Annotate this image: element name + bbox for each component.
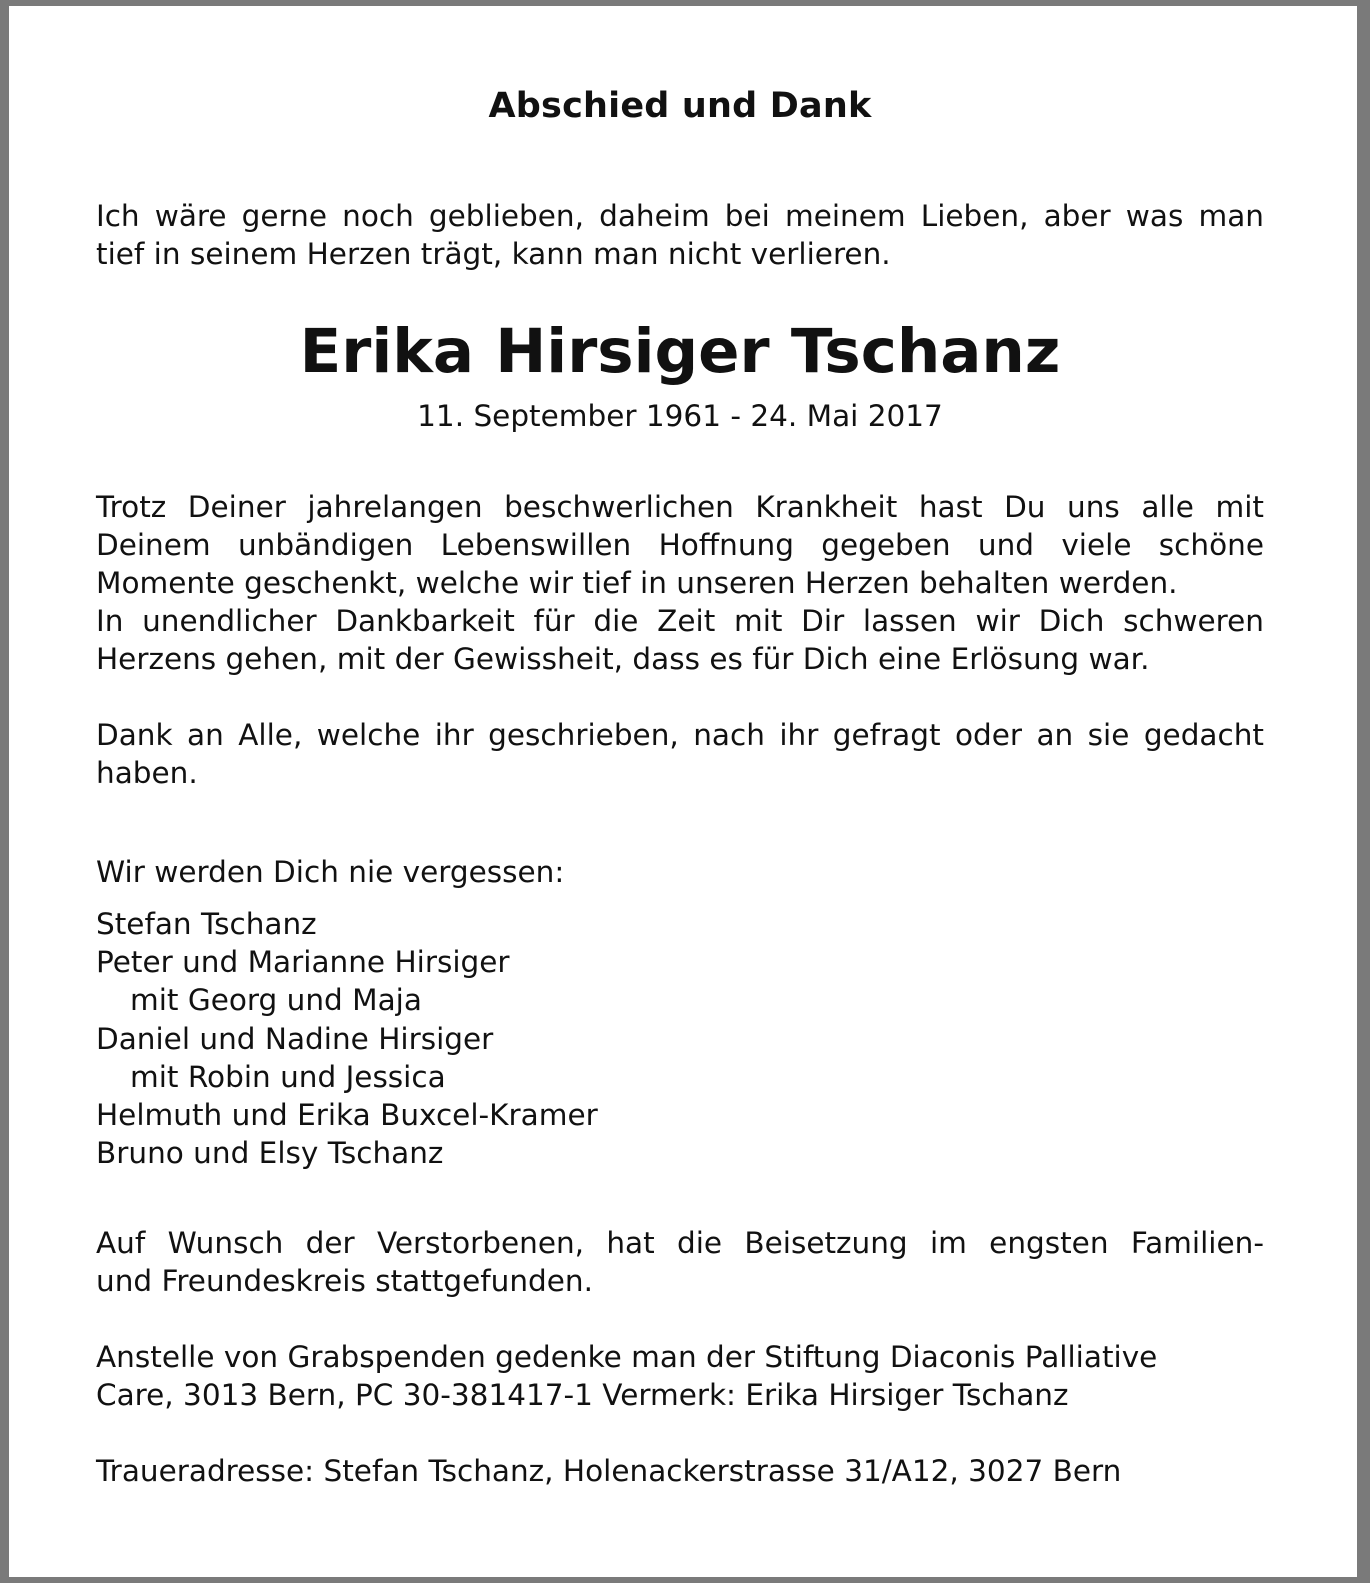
signatory: Helmuth und Erika Buxcel-Kramer bbox=[96, 1098, 598, 1133]
mourning-address bbox=[96, 1452, 1264, 1490]
signatories-list bbox=[96, 905, 598, 1172]
signatory: Daniel und Nadine Hirsiger bbox=[96, 1021, 494, 1056]
tribute-line: Momente geschenkt, welche wir tief in unseren Herzen behalten werden. bbox=[96, 566, 1178, 600]
signatory: Bruno und Elsy Tschanz bbox=[96, 1136, 444, 1171]
life-dates: 11. September 1961 - 24. Mai 2017 bbox=[417, 399, 943, 433]
motto-line: Ich wäre gerne noch geblieben, daheim bei meinem Lieben, aber was man bbox=[96, 199, 1264, 233]
donation-note-line: Care, 3013 Bern, PC 30-381417-1 Vermerk: Erika Hirsiger Tschanz bbox=[96, 1378, 1069, 1412]
funeral-note-line: Auf Wunsch der Verstorbenen, hat die Beisetzung im engsten Familien- bbox=[96, 1226, 1264, 1260]
signatory: Peter und Marianne Hirsiger bbox=[96, 945, 510, 980]
thanks-line: Dank an Alle, welche ihr geschrieben, nach ihr gefragt oder an sie gedacht bbox=[96, 718, 1264, 752]
funeral-note-line: und Freundeskreis stattgefunden. bbox=[96, 1264, 593, 1298]
signatories-intro: Wir werden Dich nie vergessen: bbox=[96, 855, 565, 889]
funeral-note bbox=[96, 1224, 1264, 1300]
donation-note bbox=[96, 1338, 1264, 1414]
notice-heading: Abschied und Dank bbox=[488, 86, 872, 126]
tribute-line: Deinem unbändigen Lebenswillen Hoffnung gegeben und viele schöne bbox=[96, 528, 1264, 562]
signatory: Stefan Tschanz bbox=[96, 907, 317, 941]
signatory-children: mit Georg und Maja bbox=[130, 983, 422, 1018]
tribute-line: In unendlicher Dankbarkeit für die Zeit mit Dir lassen wir Dich schweren bbox=[96, 604, 1264, 638]
tribute-line: Trotz Deiner jahrelangen beschwerlichen Krankheit hast Du uns alle mit bbox=[96, 490, 1264, 524]
thanks-line: haben. bbox=[96, 756, 198, 790]
tribute-paragraph bbox=[96, 488, 1264, 678]
motto-line: tief in seinem Herzen trägt, kann man nicht verlieren. bbox=[96, 237, 891, 271]
deceased-name: Erika Hirsiger Tschanz bbox=[299, 316, 1061, 387]
mourning-address-line: Traueradresse: Stefan Tschanz, Holenackerstrasse 31/A12, 3027 Bern bbox=[96, 1454, 1122, 1488]
signatory-children: mit Robin und Jessica bbox=[130, 1059, 446, 1094]
donation-note-line: Anstelle von Grabspenden gedenke man der Stiftung Diaconis Palliative bbox=[96, 1340, 1158, 1374]
motto-quote bbox=[96, 197, 1264, 273]
tribute-line: Herzens gehen, mit der Gewissheit, dass es für Dich eine Erlösung war. bbox=[96, 642, 1150, 676]
thanks-paragraph bbox=[96, 716, 1264, 792]
